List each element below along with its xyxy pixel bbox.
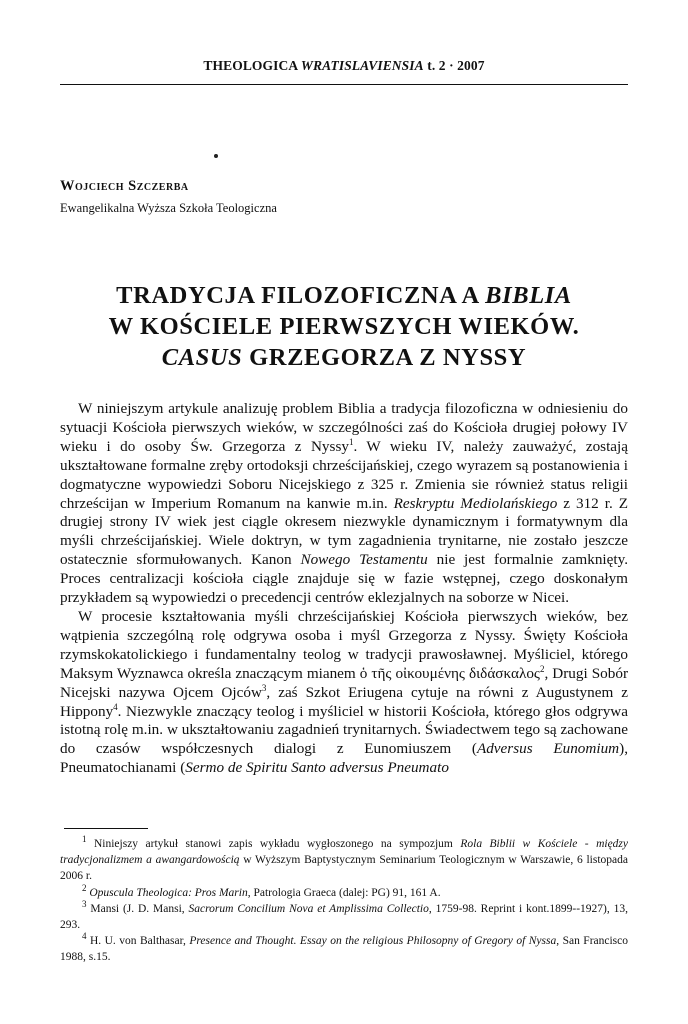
journal-name: THEOLOGICA bbox=[203, 58, 298, 73]
footnote-ref-1[interactable]: 1 bbox=[348, 436, 354, 447]
header-rule bbox=[60, 84, 628, 85]
author-name: Wojciech Szczerba bbox=[60, 178, 189, 194]
title-line-3: CASUS GRZEGORZA Z NYSSY bbox=[161, 344, 527, 371]
footnote-1: $^1$ Niniejszy artykuł stanowi zapis wykładu wygłoszonego na sympozjum Rola Biblii w Kościele - między tradycjonalizmem a awangardowością w Wyższym Baptystycznym Seminarium Teologicznym w Warszawie, 6 listopada 2006 r. bbox=[60, 834, 629, 883]
footnote-2: $^2$ Opuscula Theologica: Pros Marin, Patrologia Graeca (dalej: PG) 91, 161 A. bbox=[82, 882, 441, 899]
footnote-ref-2[interactable]: 2 bbox=[539, 663, 545, 674]
footnote-ref-4[interactable]: 4 bbox=[113, 701, 118, 712]
journal-name-italic: WRATISLAVIENSIA bbox=[300, 58, 424, 73]
author-affiliation: Ewangelikalna Wyższa Szkoła Teologiczna bbox=[60, 201, 277, 215]
volume-year: t. 2 · 2007 bbox=[427, 58, 485, 73]
decorative-dot bbox=[214, 154, 218, 158]
footnotes bbox=[60, 836, 628, 966]
footnote-4: $^4$ H. U. von Balthasar, Presence and Thought. Essay on the religious Philosopny of Gregory of Nyssa, San Francisco 1988, s.15. bbox=[60, 931, 629, 964]
footnote-3: $^3$ Mansi (J. D. Mansi, Sacrorum Concilium Nova et Amplissima Collectio, 1759-98. Reprint i kont.1899--1927), 13, 293. bbox=[60, 898, 628, 932]
article-title bbox=[60, 280, 628, 373]
footnote-rule bbox=[64, 828, 148, 829]
paragraph-2: W procesie kształtowania myśli chrześcijańskiej Kościoła pierwszych wieków, bez wątpienia szczególną rolę odgrywa osoba i myśl Grzegorza z Nyssy. Święty Kościoła rzymskokatolickiego i fundamentalny teolog w tradycji prawosławnej. Myśliciel, którego Maksym Wyznawca określa znaczącym mianem ὁ τῆς οἰκουμένης διδάσκαλος$^2$, Drugi Sobór Nicejski nazywa Ojcem Ojców$^3$, zaś Szkot Eriugena cytuje na równi z Augustynem z Hippony$^4$. Niezwykle znaczący teolog i myśliciel w historii Kościoła, którego głos odgrywa istotną rolę m.in. w ukształtowaniu zagadnień trynitarnych. Świadectwem tego są zachowane do czasów współczesnych dialogi z Eunomiuszem (Adversus Eunomium), Pneumatochianami (Sermo de Spiritu Santo adversus Pneumato bbox=[60, 607, 628, 777]
running-head bbox=[60, 58, 628, 74]
body-text bbox=[60, 400, 628, 778]
title-line-1: TRADYCJA FILOZOFICZNA A BIBLIA bbox=[116, 282, 572, 309]
title-line-2: W KOŚCIELE PIERWSZYCH WIEKÓW. bbox=[108, 313, 580, 340]
footnote-ref-3[interactable]: 3 bbox=[261, 682, 267, 693]
paragraph-1: W niniejszym artykule analizuję problem Biblia a tradycja filozoficzna w odniesieniu do sytuacji Kościoła pierwszych wieków, w szczególności zaś do Kościoła drugiej połowy IV wieku i do osoby Św. Grzegorza z Nyssy$^1$. W wieku IV, należy zauważyć, zostają ukształtowane formalne zręby ortodoksji chrześcijańskiej, czego wyrazem są postanowienia i dogmatyczne wypowiedzi Soboru Nicejskiego z 325 r. Zmienia sie również status religii chrześcijan w Imperium Romanum na kanwie m.in. Reskryptu Mediolańskiego z 312 r. Z drugiej strony IV wiek jest ciągle okresem niezwykle dynamicznym i formatywnym dla myśli chrześcijańskiej. Wiele doktryn, w tym zagadnienia trynitarne, nie zostało jeszcze ostatecznie sformułowanych. Kanon Nowego Testamentu nie jest formalnie zamknięty. Proces centralizacji kościoła ciągle znajduje się w fazie wstępnej, czego doskonałym przykładem są wypowiedzi o precedencji centrów eklezjalnych na soborze w Nicei. bbox=[60, 400, 629, 607]
